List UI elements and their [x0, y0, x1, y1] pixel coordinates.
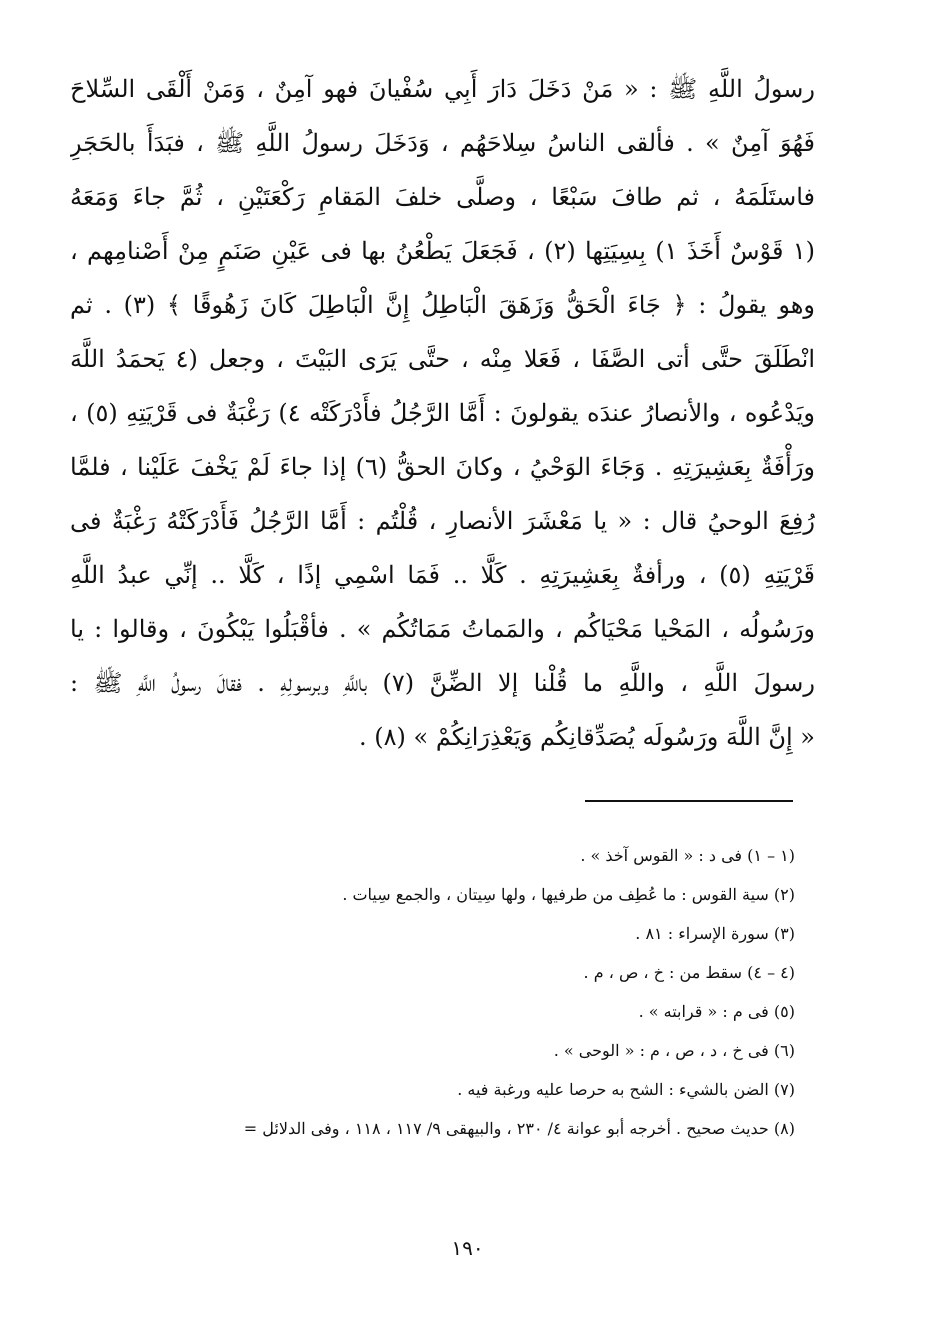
text-line: ورَسُولُه ، المَحْيا مَحْيَاكُم ، والمَماتُ مَمَاتُكُم » . فأقْبَلُوا يَبْكُونَ ، وقالوا : يا [70, 615, 815, 643]
footnote: (٦) فى خ ، د ، ص ، م : « الوحى » . [553, 1041, 795, 1060]
footnote: (٨) حديث صحيح . أخرجه أبو عوانة ٤/ ٢٣٠ ، والبيهقى ٩/ ١١٧ ، ١١٨ ، وفى الدلائل = [243, 1119, 795, 1138]
text-line: فَهُوَ آمِنٌ » . فألقى الناسُ سِلاحَهُم ، وَدَخَلَ رسولُ اللَّهِ ﷺ ، فبَدَأَ بالحَجَرِ [70, 129, 815, 157]
text-line: فاستَلَمَهُ ، ثم طافَ سَبْعًا ، وصلَّى خلفَ المَقامِ رَكْعَتَيْنِ ، ثُمَّ جاءَ وَمَعَهُ [70, 183, 815, 211]
footnote: (١ – ١) فى د : « القوس آخذ » . [580, 846, 795, 865]
footnote: (٥) فى م : « قرابته » . [638, 1002, 795, 1021]
text-line: قَرْيَتِهِ (٥) ، ورأفةٌ بِعَشِيرَتِهِ . كَلَّا .. فَمَا اسْمِي إذًا ، كَلَّا .. إنِّي عبدُ اللَّهِ [70, 561, 815, 589]
text-line: وهو يقولُ : ﴿ جَاءَ الْحَقُّ وَزَهَقَ الْبَاطِلُ إِنَّ الْبَاطِلَ كَانَ زَهُوقًا ﴾ (٣) . ثم [70, 291, 815, 319]
text-line: (١ قَوْسٌ أَخَذَ ١) بِسِيَتِها (٢) ، فَجَعَلَ يَطْعُنُ بها فى عَيْنِ صَنَمٍ مِنْ أَصْنامِهم ، [70, 237, 815, 265]
page-number: ١٩٠ [451, 1236, 484, 1260]
main-text [70, 62, 815, 764]
footnotes [60, 836, 795, 1148]
text-line: رسولَ اللَّهِ ، واللَّهِ ما قُلْنا إلا الضِّنَّ (٧) باللَّهِ وبرسولِهِ . فقالَ رسولُ اللَّهِ ﷺ : [70, 669, 815, 697]
text-line: انْطَلَقَ حتَّى أتى الصَّفَا ، فَعَلا مِنْه ، حتَّى يَرَى البَيْتَ ، وجعل (٤ يَحمَدُ اللَّهَ [70, 345, 815, 373]
text-line: « إِنَّ اللَّهَ ورَسُولَه يُصَدِّقانِكُم وَيَعْذِرَانِكُمْ » (٨) . [359, 723, 815, 751]
text-line: ورَأْفَةٌ بِعَشِيرَتِهِ . وَجَاءَ الوَحْيُ ، وكانَ الحقُّ (٦) إذا جاءَ لَمْ يَخْفَ عَلَيْنا ، فلمَّا [70, 453, 815, 481]
footnote: (٢) سية القوس : ما عُطِف من طرفيها ، ولها سِيتان ، والجمع سِيات . [342, 885, 795, 904]
footnote: (٣) سورة الإسراء : ٨١ . [635, 924, 795, 943]
text-line: ويَدْعُوه ، والأنصارُ عندَه يقولونَ : أَمَّا الرَّجُلُ فأَدْرَكَتْه ٤) رَغْبَةٌ فى قَرْيَتِهِ (٥) ، [70, 399, 815, 427]
text-line: رُفِعَ الوحيُ قال : « يا مَعْشَرَ الأنصارِ ، قُلْتُم : أَمَّا الرَّجُلُ فَأَدْرَكَتْهُ رَغْبَةٌ فى [70, 507, 815, 535]
footnote: (٧) الضن بالشيء : الشح به حرصا عليه ورغبة فيه . [457, 1080, 795, 1099]
footnote-separator [585, 800, 793, 802]
text-line: رسولُ اللَّهِ ﷺ : « مَنْ دَخَلَ دَارَ أَبِي سُفْيانَ فهو آمِنٌ ، وَمَنْ أَلْقَى السِّلاحَ [70, 75, 815, 103]
footnote: (٤ – ٤) سقط من : خ ، ص ، م . [583, 963, 795, 982]
